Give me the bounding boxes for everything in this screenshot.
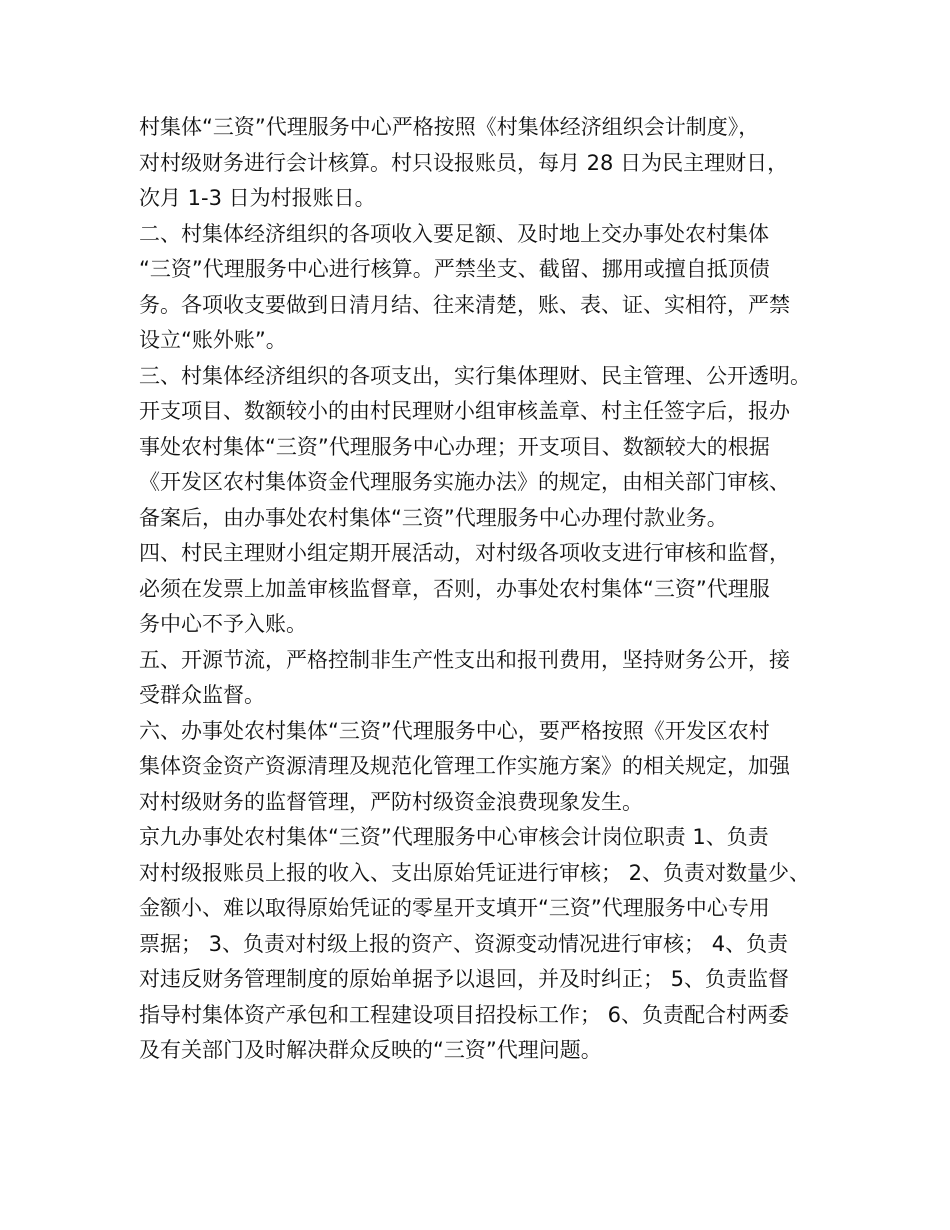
- text-line: 及有关部门及时解决群众反映的“三资”代理问题。: [139, 1038, 602, 1062]
- text-line: 京九办事处农村集体“三资”代理服务中心审核会计岗位职责 1、负责: [139, 825, 769, 849]
- text-line: 五、开源节流，严格控制非生产性支出和报刊费用，坚持财务公开，接: [139, 647, 790, 672]
- text-line: 金额小、难以取得原始凭证的零星开支填开“三资”代理服务中心专用: [139, 896, 770, 920]
- text-line: 务中心不予入账。: [139, 612, 307, 636]
- text-line: 必须在发票上加盖审核监督章，否则，办事处农村集体“三资”代理服: [139, 576, 770, 601]
- text-line: 对村级财务的监督管理，严防村级资金浪费现象发生。: [139, 789, 643, 814]
- text-line: 对村级报账员上报的收入、支出原始凭证进行审核； 2、负责对数量少、: [139, 860, 811, 885]
- text-line: 指导村集体资产承包和工程建设项目招投标工作； 6、负责配合村两委: [139, 1002, 790, 1027]
- text-line: 二、村集体经济组织的各项收入要足额、及时地上交办事处农村集体: [139, 221, 769, 246]
- body-text: [139, 110, 839, 1069]
- text-line: 村集体“三资”代理服务中心严格按照《村集体经济组织会计制度》，: [139, 115, 760, 139]
- text-line: 备案后，由办事处农村集体“三资”代理服务中心办理付款业务。: [139, 505, 728, 530]
- text-line: 对村级财务进行会计核算。村只设报账员，每月 28 日为民主理财日，: [139, 150, 789, 175]
- text-line: 务。各项收支要做到日清月结、往来清楚，账、表、证、实相符，严禁: [139, 292, 790, 317]
- text-line: 事处农村集体“三资”代理服务中心办理；开支项目、数额较大的根据: [139, 434, 770, 459]
- text-line: 设立“账外账”。: [139, 328, 287, 352]
- text-line: 开支项目、数额较小的由村民理财小组审核盖章、村主任签字后，报办: [139, 399, 790, 423]
- text-line: 次月 1-3 日为村报账日。: [139, 186, 376, 210]
- text-line: 《开发区农村集体资金代理服务实施办法》的规定，由相关部门审核、: [139, 470, 790, 494]
- text-line: 三、村集体经济组织的各项支出，实行集体理财、民主管理、公开透明。: [139, 363, 811, 388]
- text-line: 对违反财务管理制度的原始单据予以退回，并及时纠正； 5、负责监督: [139, 967, 790, 991]
- text-line: “三资”代理服务中心进行核算。严禁坐支、截留、挪用或擅自抵顶债: [139, 257, 770, 281]
- text-line: 集体资金资产资源清理及规范化管理工作实施方案》的相关规定，加强: [139, 754, 790, 778]
- text-line: 受群众监督。: [139, 683, 265, 707]
- text-line: 票据； 3、负责对村级上报的资产、资源变动情况进行审核； 4、负责: [139, 931, 789, 956]
- text-line: 六、办事处农村集体“三资”代理服务中心，要严格按照《开发区农村: [139, 718, 770, 743]
- text-line: 四、村民主理财小组定期开展活动，对村级各项收支进行审核和监督，: [139, 541, 790, 565]
